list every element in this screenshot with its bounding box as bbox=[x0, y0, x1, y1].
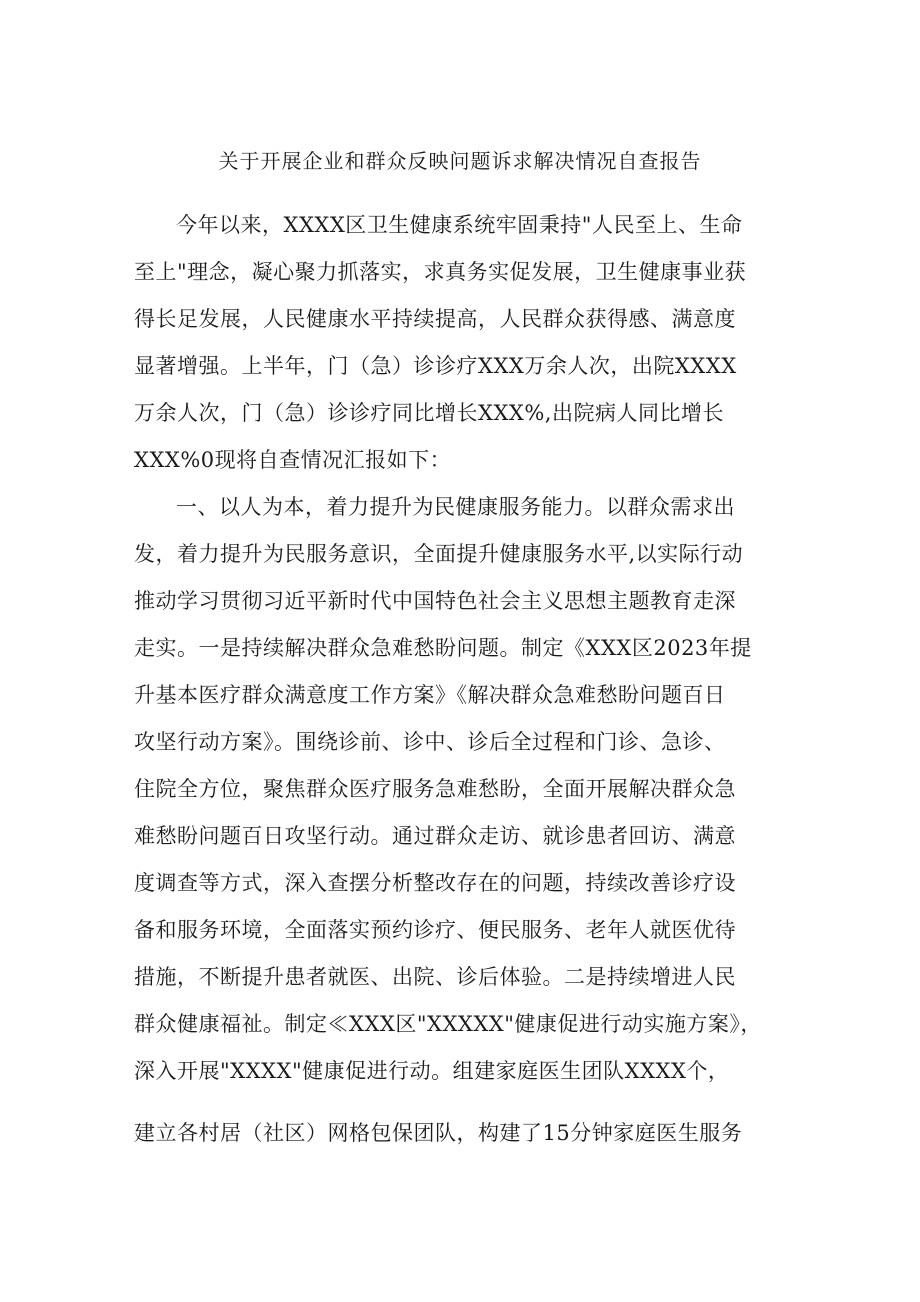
paragraph-line: 推动学习贯彻习近平新时代中国特色社会主义思想主题教育走深 bbox=[134, 589, 736, 613]
document-title: 关于开展企业和群众反映问题诉求解决情况自查报告 bbox=[218, 149, 702, 173]
paragraph-line: 万余人次，门（急）诊诊疗同比增长XXX%,出院病人同比增长 bbox=[134, 401, 724, 425]
paragraph-line: 群众健康福祉。制定≪XXX区"XXXXX"健康促进行动实施方案》， bbox=[134, 1012, 762, 1036]
paragraph-line: 得长足发展，人民健康水平持续提高，人民群众获得感、满意度 bbox=[134, 307, 736, 331]
paragraph-line: 备和服务环境，全面落实预约诊疗、便民服务、老年人就医优待 bbox=[134, 918, 736, 942]
paragraph-line: 攻坚行动方案》。围绕诊前、诊中、诊后全过程和门诊、急诊、 bbox=[134, 730, 726, 754]
paragraph-line: 措施，不断提升患者就医、出院、诊后体验。二是持续增进人民 bbox=[134, 965, 736, 989]
paragraph-line: 升基本医疗群众满意度工作方案》《解决群众急难愁盼问题百日 bbox=[134, 683, 726, 707]
paragraph-line: 至上"理念，凝心聚力抓落实，求真务实促发展，卫生健康事业获 bbox=[134, 260, 747, 284]
paragraph-line: 今年以来，XXXX区卫生健康系统牢固秉持"人民至上、生命 bbox=[176, 213, 743, 237]
paragraph-line: 一、以人为本，着力提升为民健康服务能力。以群众需求出 bbox=[176, 495, 735, 519]
paragraph-line: XXX%0现将自查情况汇报如下： bbox=[134, 448, 452, 472]
paragraph-line: 发，着力提升为民服务意识，全面提升健康服务水平,以实际行动 bbox=[134, 542, 744, 566]
paragraph-line: 建立各村居（社区）网格包保团队，构建了15分钟家庭医生服务 bbox=[134, 1121, 743, 1145]
paragraph-line: 难愁盼问题百日攻坚行动。通过群众走访、就诊患者回访、满意 bbox=[134, 824, 736, 848]
paragraph-line: 显著增强。上半年，门（急）诊诊疗XXX万余人次，出院XXXX bbox=[134, 354, 737, 378]
paragraph-line: 走实。一是持续解决群众急难愁盼问题。制定《XXX区2023年提 bbox=[134, 636, 752, 660]
paragraph-line: 度调查等方式，深入查摆分析整改存在的问题，持续改善诊疗设 bbox=[134, 871, 736, 895]
paragraph-line: 深入开展"XXXX"健康促进行动。组建家庭医生团队XXXX个， bbox=[134, 1059, 730, 1083]
paragraph-line: 住院全方位，聚焦群众医疗服务急难愁盼，全面开展解决群众急 bbox=[134, 777, 736, 801]
